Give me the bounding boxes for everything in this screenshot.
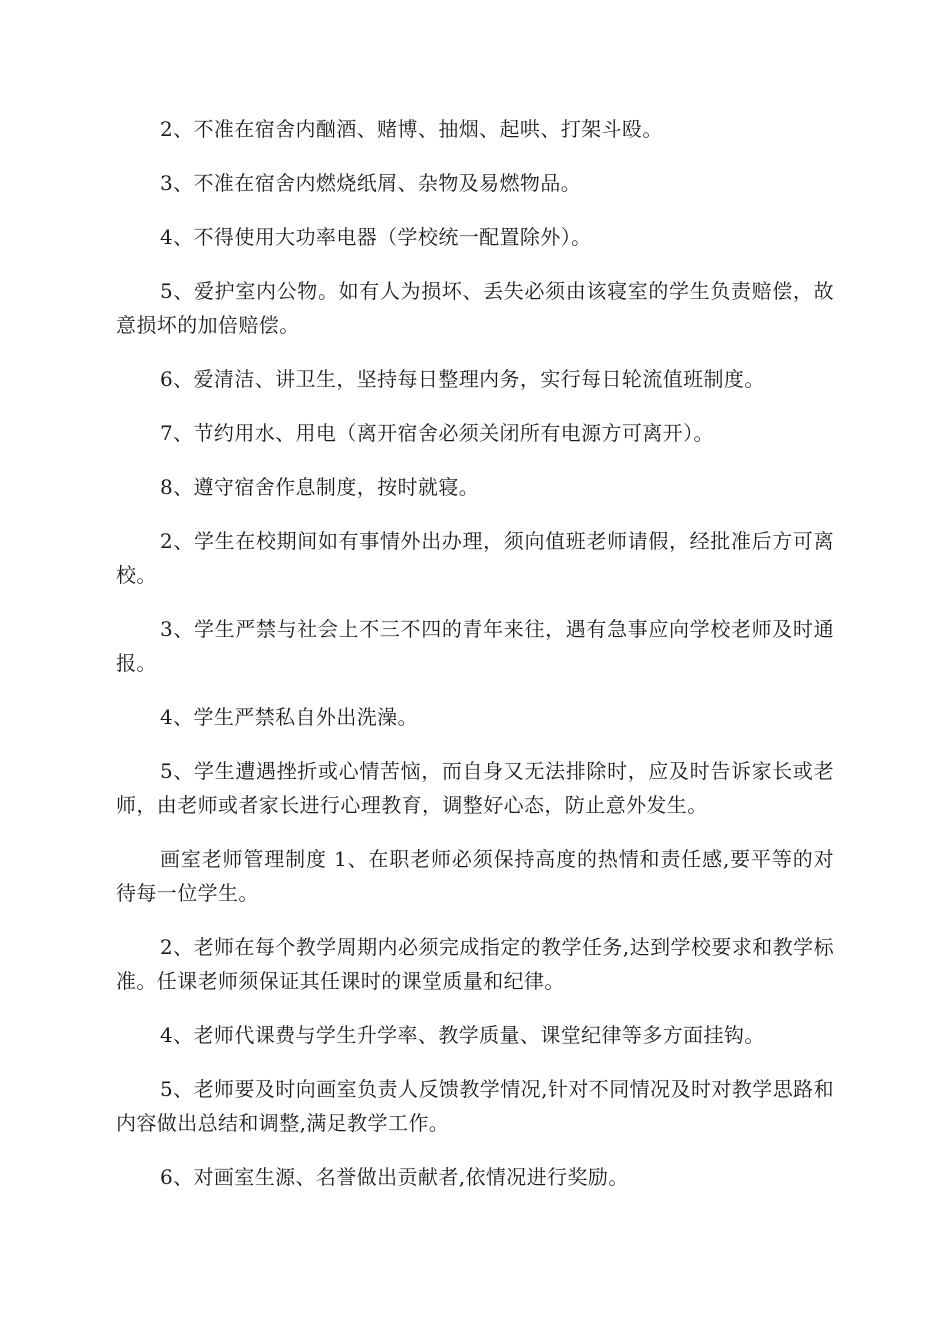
rule-paragraph: 2、老师在每个教学周期内必须完成指定的教学任务,达到学校要求和教学标准。任课老师须保证其任课时的课堂质量和纪律。 (116, 935, 834, 993)
rule-paragraph: 5、爱护室内公物。如有人为损坏、丢失必须由该寝室的学生负责赔偿，故意损坏的加倍赔偿。 (116, 279, 834, 337)
rule-paragraph: 5、学生遭遇挫折或心情苦恼，而自身又无法排除时，应及时告诉家长或老师，由老师或者家长进行心理教育，调整好心态，防止意外发生。 (116, 759, 834, 817)
rule-paragraph: 4、学生严禁私自外出洗澡。 (160, 705, 418, 729)
rule-paragraph: 3、不准在宿舍内燃烧纸屑、杂物及易燃物品。 (160, 171, 582, 195)
rule-paragraph: 2、学生在校期间如有事情外出办理，须向值班老师请假，经批准后方可离校。 (116, 529, 834, 587)
rule-paragraph: 4、老师代课费与学生升学率、教学质量、课堂纪律等多方面挂钩。 (160, 1023, 765, 1047)
rule-paragraph: 2、不准在宿舍内酗酒、赌博、抽烟、起哄、打架斗殴。 (160, 117, 663, 141)
rule-paragraph: 6、爱清洁、讲卫生，坚持每日整理内务，实行每日轮流值班制度。 (160, 367, 765, 391)
section-heading-paragraph: 画室老师管理制度 1、在职老师必须保持高度的热情和责任感,要平等的对待每一位学生。 (116, 847, 834, 905)
rule-paragraph: 6、对画室生源、名誉做出贡献者,依情况进行奖励。 (160, 1165, 629, 1189)
document-body (116, 112, 834, 1214)
rule-paragraph: 7、节约用水、用电（离开宿舍必须关闭所有电源方可离开）。 (160, 421, 714, 445)
rule-paragraph: 4、不得使用大功率电器（学校统一配置除外）。 (160, 225, 592, 249)
rule-paragraph: 3、学生严禁与社会上不三不四的青年来往，遇有急事应向学校老师及时通报。 (116, 617, 834, 675)
rule-paragraph: 5、老师要及时向画室负责人反馈教学情况,针对不同情况及时对教学思路和内容做出总结和调整,满足教学工作。 (116, 1077, 834, 1135)
rule-paragraph: 8、遵守宿舍作息制度，按时就寝。 (160, 475, 480, 499)
